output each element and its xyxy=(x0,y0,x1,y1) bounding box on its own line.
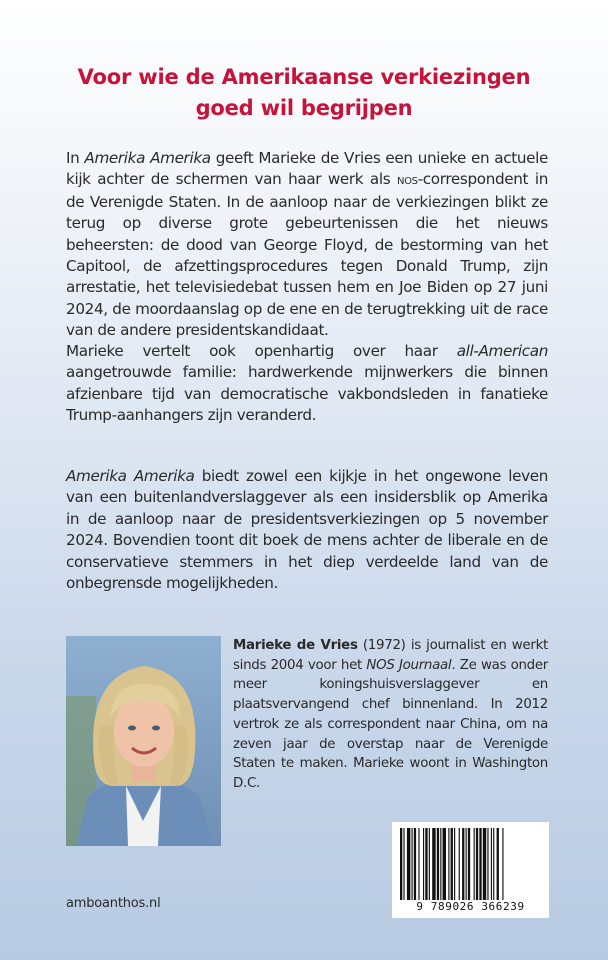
barcode-bar xyxy=(502,828,503,900)
barcode-bar xyxy=(476,828,478,900)
barcode-bar xyxy=(437,828,439,900)
barcode-bar xyxy=(466,828,467,900)
headline xyxy=(40,62,568,124)
barcode-bar xyxy=(448,828,449,900)
barcode-bar xyxy=(407,828,410,900)
nos-journaal-italic: NOS Journaal xyxy=(366,657,452,673)
italic-phrase: all-American xyxy=(456,342,548,360)
barcode-bar xyxy=(440,828,441,900)
barcode-bar xyxy=(491,828,492,900)
barcode-bar xyxy=(425,828,427,900)
isbn-number: 9 789026 366239 xyxy=(416,900,525,913)
barcode-bar xyxy=(429,828,430,900)
barcode-bar xyxy=(414,828,416,900)
barcode-bar xyxy=(423,828,424,900)
text-run: aangetrouwde familie: hardwerkende mijnwerkers die binnen afzienbare tijd van democratische vakbondsleden in fanatieke Trump-aanhangers zijn veranderd. xyxy=(66,363,548,425)
barcode-bar xyxy=(454,828,455,900)
text-run: Marieke vertelt ook openhartig over haar xyxy=(66,342,457,360)
barcode-bar xyxy=(432,828,435,900)
barcode-bar xyxy=(483,828,486,900)
barcode-bar xyxy=(479,828,481,900)
author-photo xyxy=(66,636,221,846)
barcode-bar xyxy=(497,828,499,900)
barcode-bar xyxy=(474,828,475,900)
headline-line-1: Voor wie de Amerikaanse verkiezingen xyxy=(77,65,531,89)
book-title-italic: Amerika Amerika xyxy=(84,149,211,167)
barcode-bar xyxy=(493,828,494,900)
publisher-url: amboanthos.nl xyxy=(66,896,161,911)
barcode-bar xyxy=(468,828,470,900)
barcode-bar xyxy=(443,828,446,900)
author-name: Marieke de Vries xyxy=(233,638,358,653)
isbn-barcode xyxy=(392,822,549,918)
text-run: In xyxy=(66,149,85,167)
paragraph-summary xyxy=(66,466,548,594)
barcode-bar xyxy=(459,828,460,900)
book-title-italic: Amerika Amerika xyxy=(66,467,195,485)
text-run: (1972) is journalist en werkt sinds 2004 voor het xyxy=(233,638,548,673)
text-run: -correspondent in de Verenigde Staten. In de aanloop naar de verkiezingen blikt ze terug op diverse grote gebeurtenissen die het nieuws beheersten: de dood van George Floyd, de bestorming van het Capitool, de afzettingsprocedures tegen Donald Trump, zijn arrestatie, het televisiedebat tussen hem en Joe Biden op 27 juni 2024, de moordaanslag op de ene en de terugtrekking uit de race van de andere presidentskandidaat. xyxy=(66,170,548,340)
barcode-bar xyxy=(412,828,413,900)
barcode-bar xyxy=(451,828,453,900)
nos-small-caps: nos xyxy=(397,172,418,189)
author-bio xyxy=(233,636,548,794)
text-run: geeft Marieke de Vries een unieke en actuele kijk achter de schermen van haar werk als xyxy=(66,149,549,189)
barcode-bar xyxy=(400,828,402,900)
barcode-bar xyxy=(487,828,488,900)
barcode-bar xyxy=(462,828,464,900)
paragraph-family xyxy=(66,341,548,427)
text-run: . Ze was onder meer koningshuisverslaggever en plaatsvervangend chef binnenland. In 2012 vertrok ze als correspondent naar China, om na zeven jaar de overstap naar de Verenigde Staten te maken. Marieke woont in Washington D.C. xyxy=(233,657,549,791)
paragraph-intro xyxy=(66,148,548,342)
headline-line-2: goed wil begrijpen xyxy=(195,96,413,120)
barcode-bar xyxy=(418,828,419,900)
barcode-bar xyxy=(403,828,404,900)
text-run: biedt zowel een kijkje in het ongewone leven van een buitenlandverslaggever als een insidersblik op Amerika in de aanloop naar de presidentsverkiezingen op 5 november 2024. Bovendien toont dit boek de mens achter de liberale en de conservatieve stemmers in het diep verdeelde land van de onbegrensde mogelijkheden. xyxy=(66,467,549,593)
